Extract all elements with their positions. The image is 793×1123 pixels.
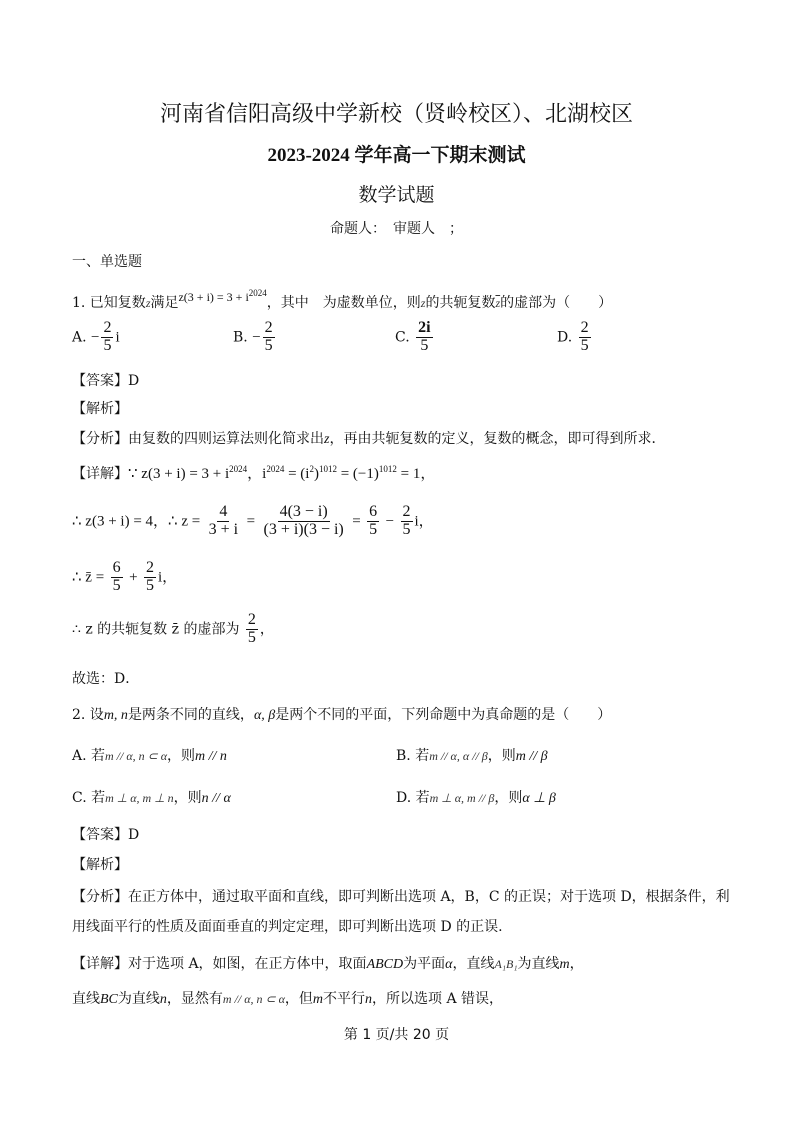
q1-step4: ∴ z 的共轭复数 z̄ 的虚部为 $\frac{2}{5}$ ， xyxy=(72,611,274,646)
q1-step2: ∴ z(3 + i) = 4，∴ z = $\frac{4}{3 + i}$ = $\frac{4(3 - i)}{(3 + i)(3 - i)}$ = $\frac{6}{5}$ − $\frac{2}{5}$ i， xyxy=(72,503,434,538)
q1-option-a: A. − $\frac{2}{5}$ i xyxy=(72,319,120,354)
doc-title-year: 2023-2024 学年高一下期末测试 xyxy=(267,145,526,166)
page-footer: 第 1 页/共 20 页 xyxy=(343,1027,450,1043)
q2-fenxi-line2: 用线面平行的性质及面面垂直的判定定理，即可判断出选项 D 的正误. xyxy=(72,919,503,935)
q2-answer: 【答案】D xyxy=(72,827,140,843)
q2-detail-line1: 【详解】对于选项 A，如图，在正方体中，取面ABCD为平面α，直线A₁B₁为直线m， xyxy=(72,956,584,972)
q2-detail-line2: 直线BC为直线n，显然有m // α, n ⊂ α，但m不平行n，所以选项 A 错误， xyxy=(72,991,504,1007)
q1-option-c: C. $\frac{2i}{5}$ xyxy=(395,319,431,354)
q2-stem: 2. 设m, n是两条不同的直线，α, β是两个不同的平面，下列命题中为真命题的是（ ） xyxy=(72,707,612,723)
q2-option-b: B. 若m // α, α // β，则m // β xyxy=(396,748,548,764)
q2-fenxi-line1: 【分析】在正方体中，通过取平面和直线，即可判断出选项 A，B，C 的正误；对于选项 D，根据条件，利 xyxy=(72,889,730,905)
q1-fenxi: 【分析】由复数的四则运算法则化简求出z，再由共轭复数的定义，复数的概念，即可得到所求． xyxy=(72,431,666,447)
q2-option-a: A. 若m // α, n ⊂ α，则m // n xyxy=(72,748,227,764)
q1-step1: 【详解】∵ $z(3 + i) = 3 + i^{2024}$，$i^{2024} = (i^2)^{1012} = (-1)^{1012} = 1$， xyxy=(72,464,436,482)
q2-option-d: D. 若m ⊥ α, m // β，则α ⊥ β xyxy=(396,790,556,806)
q1-step3: ∴ z̄ = $\frac{6}{5}$ + $\frac{2}{5}$ i， xyxy=(72,559,178,594)
section-heading: 一、单选题 xyxy=(72,254,142,270)
q1-choose: 故选：D． xyxy=(72,671,140,687)
q1-option-d: D. $\frac{2}{5}$ xyxy=(557,319,589,354)
q2-analysis-label: 【解析】 xyxy=(72,857,128,873)
doc-title-school: 河南省信阳高级中学新校（贤岭校区）、北湖校区 xyxy=(159,102,633,127)
doc-title-subject: 数学试题 xyxy=(358,184,435,206)
q2-option-c: C. 若m ⊥ α, m ⊥ n，则n // α xyxy=(72,790,231,806)
q1-option-b: B. − $\frac{2}{5}$ xyxy=(233,319,273,354)
doc-authors: 命题人： 审题人 ； xyxy=(330,221,463,237)
q1-analysis-label: 【解析】 xyxy=(72,401,128,417)
q1-stem: 1. 已知复数z满足$z(3 + i) = 3 + i^{2024}$，其中 为虚数单位，则z的共轭复数$\overline{z}$的虚部为（ ） xyxy=(72,288,613,311)
q1-answer: 【答案】D xyxy=(72,373,140,389)
